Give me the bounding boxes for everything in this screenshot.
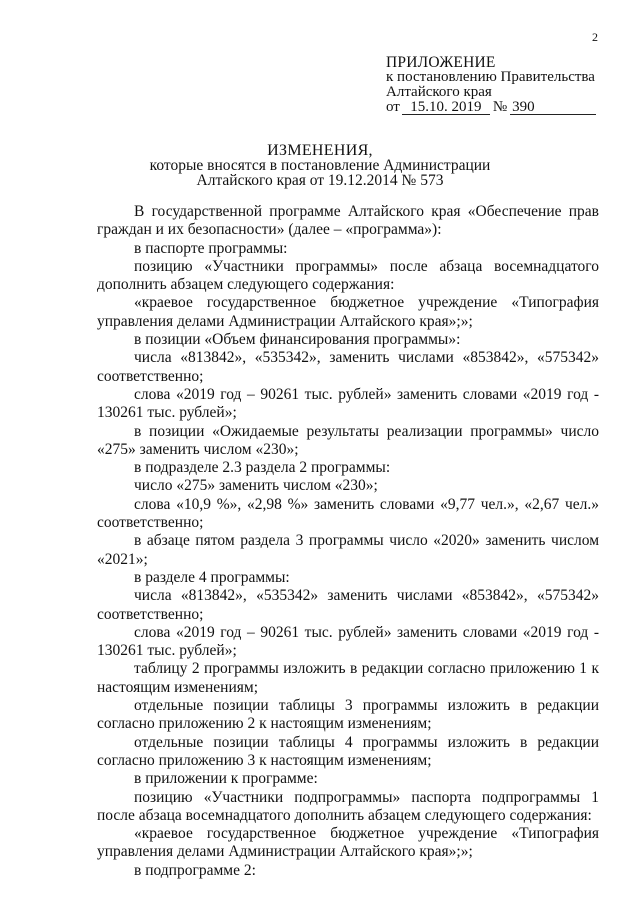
heading-line-1: которые вносятся в постановление Администрации bbox=[149, 157, 491, 174]
page-number: 2 bbox=[592, 30, 598, 44]
paragraph: в подразделе 2.3 раздела 2 программы: bbox=[134, 459, 391, 477]
paragraph: в приложении к программе: bbox=[134, 770, 318, 788]
paragraph: «краевое государственное бюджетное учреждение «Типография управления делами Администрации Алтайского края»;»; bbox=[97, 825, 599, 861]
appendix-number: 390 bbox=[510, 100, 596, 115]
appendix-block bbox=[386, 55, 596, 115]
paragraph: в позиции «Ожидаемые результаты реализации программы» число «275» заменить числом «230»; bbox=[97, 422, 599, 458]
paragraph: позицию «Участники подпрограммы» паспорта подпрограммы 1 после абзаца восемнадцатого дополнить абзацем следующего содержания: bbox=[97, 788, 599, 824]
appendix-date-line bbox=[386, 100, 596, 115]
paragraph: «краевое государственное бюджетное учреждение «Типография управления делами Администрации Алтайского края»;»; bbox=[97, 294, 599, 330]
number-sign: № bbox=[492, 99, 508, 115]
paragraph: в подпрограмме 2: bbox=[134, 861, 256, 879]
paragraph: таблицу 2 программы изложить в редакции согласно приложению 1 к настоящим изменениям; bbox=[97, 660, 599, 696]
paragraph: в позиции «Объем финансирования программы»: bbox=[134, 331, 461, 349]
paragraph: отдельные позиции таблицы 4 программы изложить в редакции согласно приложению 3 к настоящим изменениям; bbox=[97, 733, 599, 769]
paragraph: в паспорте программы: bbox=[134, 239, 288, 257]
paragraph: отдельные позиции таблицы 3 программы изложить в редакции согласно приложению 2 к настоящим изменениям; bbox=[97, 697, 599, 733]
document-heading bbox=[0, 143, 640, 188]
paragraph: слова «2019 год – 90261 тыс. рублей» заменить словами «2019 год - 130261 тыс. рублей»; bbox=[97, 623, 599, 660]
heading-title: ИЗМЕНЕНИЯ, bbox=[267, 142, 373, 159]
paragraph: в разделе 4 программы: bbox=[134, 568, 290, 586]
paragraph: число «275» заменить числом «230»; bbox=[134, 477, 378, 495]
paragraph: числа «813842», «535342» заменить числами «853842», «575342» соответственно; bbox=[97, 587, 599, 623]
date-prefix: от bbox=[386, 99, 400, 115]
paragraph: слова «10,9 %», «2,98 %» заменить словами «9,77 чел.», «2,67 чел.» соответственно; bbox=[97, 495, 599, 532]
paragraph: В государственной программе Алтайского края «Обеспечение прав граждан и их безопасности» (далее – «программа»): bbox=[97, 203, 599, 239]
paragraph: в абзаце пятом раздела 3 программы число «2020» заменить числом «2021»; bbox=[97, 532, 599, 568]
paragraph: числа «813842», «535342», заменить числами «853842», «575342» соответственно; bbox=[97, 349, 599, 385]
paragraph: слова «2019 год – 90261 тыс. рублей» заменить словами «2019 год - 130261 тыс. рублей»; bbox=[97, 385, 599, 422]
heading-line-2: Алтайского края от 19.12.2014 № 573 bbox=[196, 172, 444, 189]
appendix-line-2: Алтайского края bbox=[386, 84, 492, 100]
appendix-title: ПРИЛОЖЕНИЕ bbox=[386, 54, 496, 71]
document-body bbox=[97, 203, 599, 880]
appendix-line-1: к постановлению Правительства bbox=[386, 69, 595, 85]
paragraph: позицию «Участники программы» после абзаца восемнадцатого дополнить абзацем следующего содержания: bbox=[97, 257, 599, 294]
appendix-date: 15.10. 2019 bbox=[402, 100, 490, 115]
